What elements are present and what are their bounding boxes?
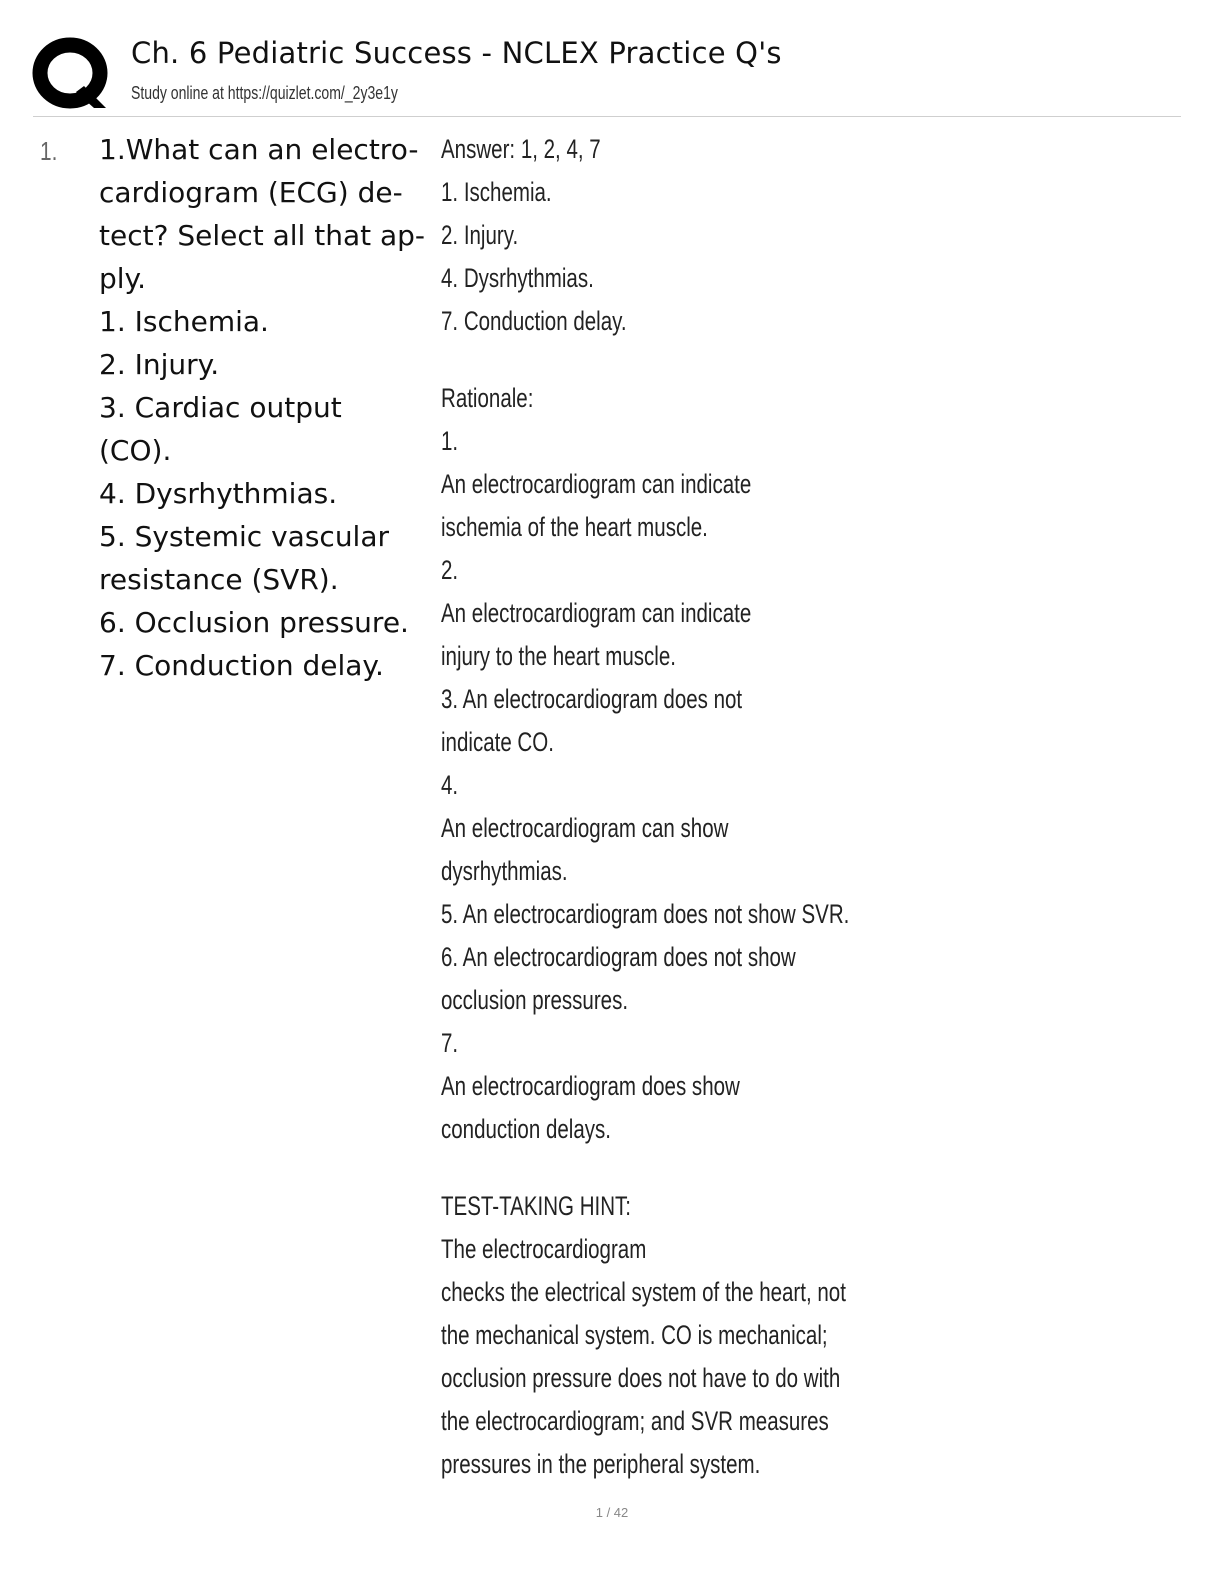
rationale-line: occlusion pressures. xyxy=(441,985,629,1015)
quizlet-q-logo-icon xyxy=(32,36,112,112)
paragraph-gap xyxy=(441,1151,1001,1185)
question-line: 3. Cardiac output xyxy=(99,391,342,424)
hint-line: checks the electrical system of the heart, not xyxy=(441,1277,846,1307)
page-header xyxy=(0,0,1224,120)
rationale-line: conduction delays. xyxy=(441,1114,611,1144)
paragraph-gap xyxy=(441,343,1001,377)
rationale-line: indicate CO. xyxy=(441,727,554,757)
answer-line: Answer: 1, 2, 4, 7 xyxy=(441,134,601,164)
hint-heading: TEST-TAKING HINT: xyxy=(441,1191,632,1221)
answer-line: 1. Ischemia. xyxy=(441,177,552,207)
hint-line: the mechanical system. CO is mechanical; xyxy=(441,1320,828,1350)
rationale-line: An electrocardiogram can indicate xyxy=(441,598,752,628)
hint-line: the electrocardiogram; and SVR measures xyxy=(441,1406,829,1436)
card-number: 1. xyxy=(40,136,58,166)
rationale-line: 6. An electrocardiogram does not show xyxy=(441,942,796,972)
hint-line: occlusion pressure does not have to do with xyxy=(441,1363,841,1393)
answer-line: 7. Conduction delay. xyxy=(441,306,627,336)
question-line: 2. Injury. xyxy=(99,348,220,381)
rationale-line: 1. xyxy=(441,426,459,456)
rationale-line: injury to the heart muscle. xyxy=(441,641,676,671)
rationale-line: 7. xyxy=(441,1028,459,1058)
question-term xyxy=(99,128,439,687)
question-line: resistance (SVR). xyxy=(99,563,339,596)
rationale-line: 4. xyxy=(441,770,459,800)
rationale-line: dysrhythmias. xyxy=(441,856,568,886)
answer-line: 2. Injury. xyxy=(441,220,519,250)
question-line: (CO). xyxy=(99,434,172,467)
header-divider xyxy=(33,116,1181,117)
question-line: 5. Systemic vascular xyxy=(99,520,390,553)
question-line: 1. Ischemia. xyxy=(99,305,269,338)
rationale-line: ischemia of the heart muscle. xyxy=(441,512,708,542)
question-line: 4. Dysrhythmias. xyxy=(99,477,338,510)
hint-line: pressures in the peripheral system. xyxy=(441,1449,761,1479)
rationale-heading: Rationale: xyxy=(441,383,534,413)
hint-line: The electrocardiogram xyxy=(441,1234,647,1264)
rationale-line: An electrocardiogram can show xyxy=(441,813,729,843)
answer-definition xyxy=(441,128,1001,1486)
question-line: ply. xyxy=(99,262,147,295)
rationale-line: An electrocardiogram can indicate xyxy=(441,469,752,499)
question-line: tect? Select all that ap- xyxy=(99,219,426,252)
question-line: 1.What can an electro- xyxy=(99,133,419,166)
answer-line: 4. Dysrhythmias. xyxy=(441,263,594,293)
question-line: cardiogram (ECG) de- xyxy=(99,176,403,209)
question-line: 6. Occlusion pressure. xyxy=(99,606,409,639)
study-online-link[interactable]: Study online at https://quizlet.com/_2y3e1y xyxy=(131,83,398,103)
page-number: 1 / 42 xyxy=(595,1505,629,1520)
rationale-line: An electrocardiogram does show xyxy=(441,1071,740,1101)
rationale-line: 2. xyxy=(441,555,459,585)
document-title: Ch. 6 Pediatric Success - NCLEX Practice Q's xyxy=(131,36,782,70)
rationale-line: 3. An electrocardiogram does not xyxy=(441,684,743,714)
rationale-line: 5. An electrocardiogram does not show SVR. xyxy=(441,899,850,929)
question-line: 7. Conduction delay. xyxy=(99,649,384,682)
